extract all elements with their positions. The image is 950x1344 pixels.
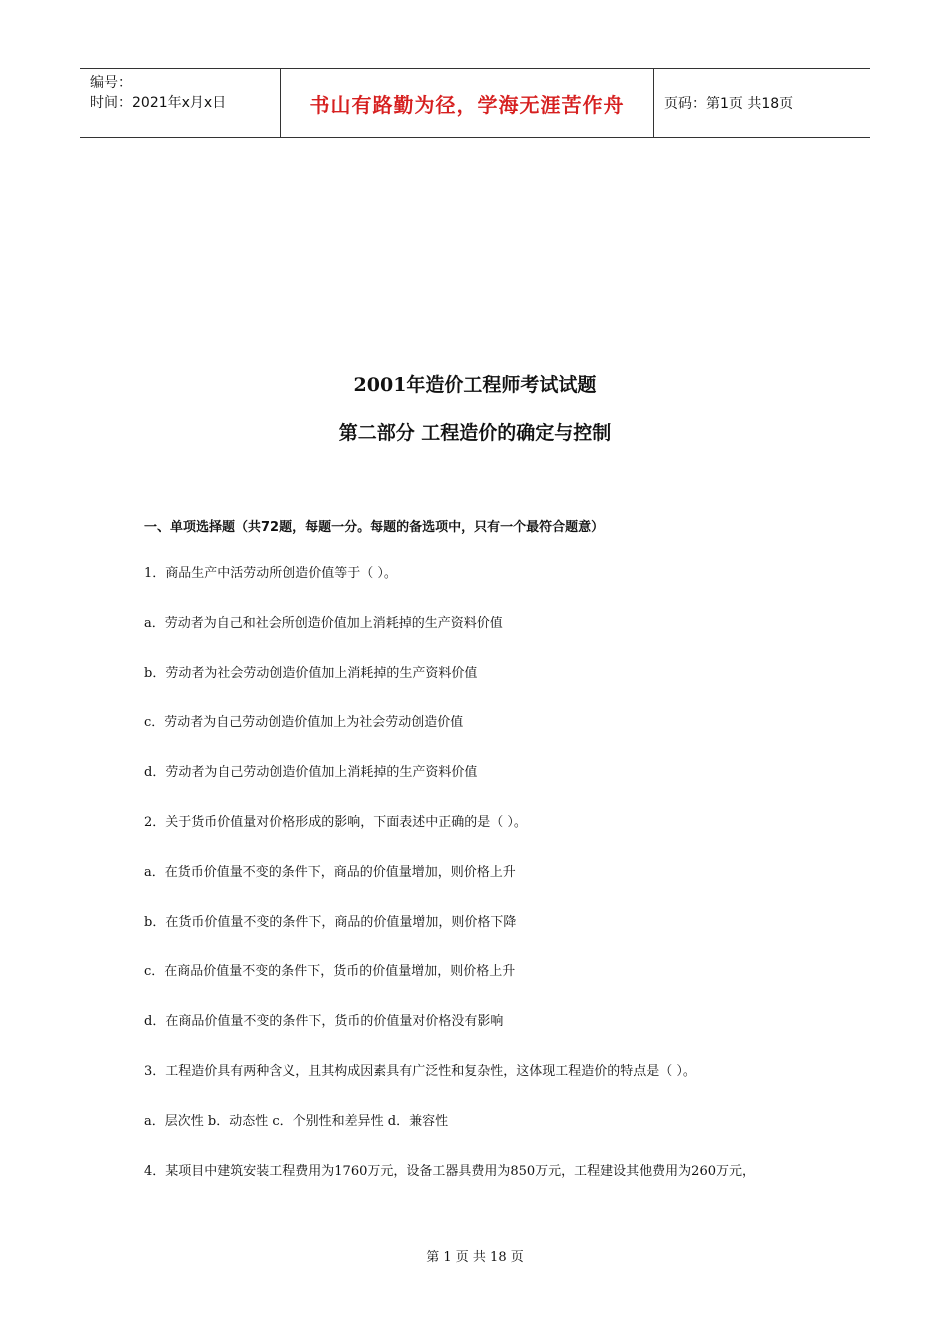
option-line: a．层次性 b．动态性 c．个别性和差异性 d．兼容性: [144, 1113, 449, 1129]
option-line: b．在货币价值量不变的条件下，商品的价值量增加，则价格下降: [144, 914, 517, 930]
header-meta: [80, 69, 281, 137]
page-footer: 第 1 页 共 18 页: [426, 1250, 524, 1265]
question-line: 1．商品生产中活劳动所创造价值等于（ ）。: [144, 566, 397, 581]
document-title: 2001年造价工程师考试试题: [353, 374, 597, 396]
page-info: 页码：第1页 共18页: [664, 96, 794, 112]
question-line: 2．关于货币价值量对价格形成的影响，下面表述中正确的是（ ）。: [144, 814, 527, 830]
question-line: 3．工程造价具有两种含义，且其构成因素具有广泛性和复杂性，这体现工程造价的特点是（ ）。: [144, 1063, 696, 1079]
question-list: [144, 564, 844, 1211]
header-motto-cell: [281, 69, 654, 137]
page-header: [80, 68, 870, 138]
motto-text: 书山有路勤为径，学海无涯苦作舟: [309, 92, 625, 117]
time-label: 时间：2021年x月x日: [90, 95, 227, 111]
question-line: 4．某项目中建筑安装工程费用为1760万元，设备工器具费用为850万元，工程建设其他费用为260万元，: [144, 1163, 755, 1179]
section-heading: 一、单项选择题（共72题，每题一分。每题的备选项中，只有一个最符合题意）: [144, 520, 605, 535]
option-line: b．劳动者为社会劳动创造价值加上消耗掉的生产资料价值: [144, 665, 478, 681]
option-line: c．劳动者为自己劳动创造价值加上为社会劳动创造价值: [144, 715, 464, 731]
option-line: c．在商品价值量不变的条件下，货币的价值量增加，则价格上升: [144, 964, 516, 980]
option-line: a．在货币价值量不变的条件下，商品的价值量增加，则价格上升: [144, 864, 516, 880]
option-line: d．在商品价值量不变的条件下，货币的价值量对价格没有影响: [144, 1014, 504, 1030]
option-line: d．劳动者为自己劳动创造价值加上消耗掉的生产资料价值: [144, 765, 478, 781]
number-label: 编号：: [90, 75, 132, 91]
header-page-info-cell: [654, 69, 870, 137]
option-line: a．劳动者为自己和社会所创造价值加上消耗掉的生产资料价值: [144, 615, 503, 631]
document-subtitle: 第二部分 工程造价的确定与控制: [338, 422, 612, 444]
